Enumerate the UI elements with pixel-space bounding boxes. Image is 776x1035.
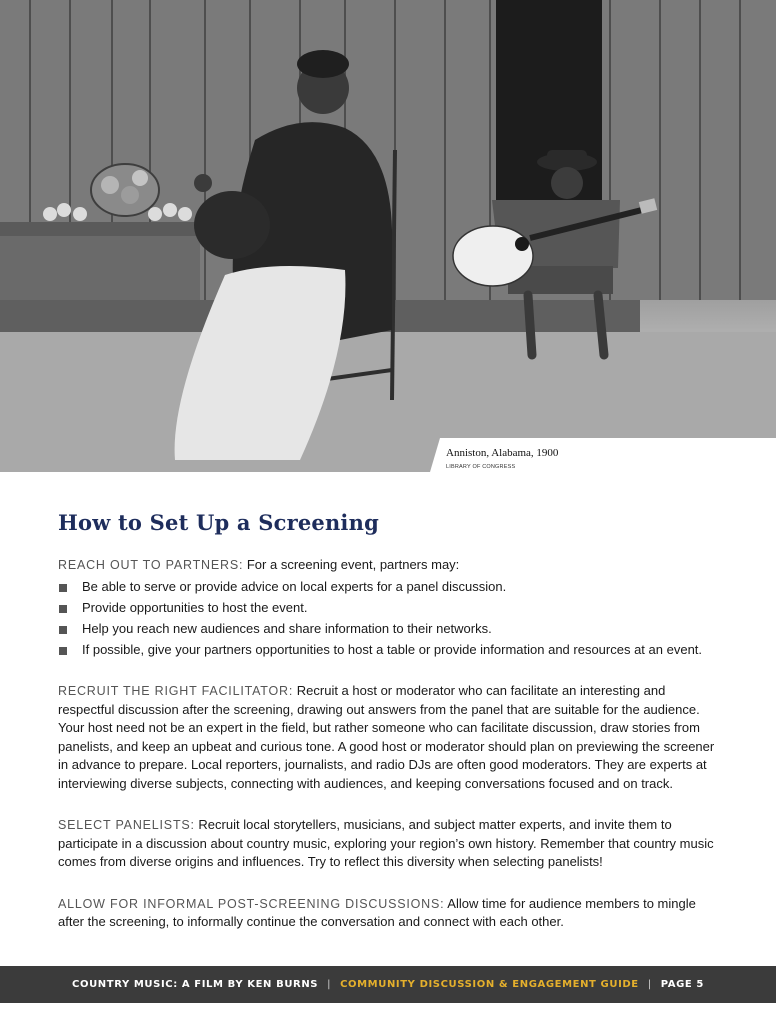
caption-credit: LIBRARY OF CONGRESS	[446, 464, 516, 470]
list-item-text: Help you reach new audiences and share information to their networks.	[82, 620, 492, 636]
photo-illustration	[0, 0, 776, 472]
square-bullet-icon	[59, 647, 67, 655]
square-bullet-icon	[59, 626, 67, 634]
footer-guide-title: COMMUNITY DISCUSSION & ENGAGEMENT GUIDE	[340, 979, 639, 990]
photo-caption	[446, 447, 776, 470]
square-bullet-icon	[59, 584, 67, 592]
page-footer	[0, 966, 776, 1003]
footer-separator: |	[647, 979, 652, 990]
section-body: Recruit local storytellers, musicians, and subject matter experts, and invite them to participate in a discussion about country music, exploring your region’s own history. Remember that country music comes from diverse origins and influences. Try to reflect this diversity when selecting panelists!	[58, 817, 714, 869]
historical-photo	[0, 0, 776, 472]
list-item	[58, 599, 722, 618]
caption-place: Anniston, Alabama, 1900	[446, 447, 559, 459]
page-title: How to Set Up a Screening	[58, 510, 379, 535]
list-item	[58, 641, 722, 660]
list-item	[58, 578, 722, 597]
section-heading: ALLOW FOR INFORMAL POST-SCREENING DISCUSSIONS:	[58, 896, 445, 911]
section-facilitator	[58, 682, 722, 793]
footer-film-title: COUNTRY MUSIC: A FILM BY KEN BURNS	[72, 979, 319, 990]
section-intro: For a screening event, partners may:	[246, 557, 460, 572]
section-heading: REACH OUT TO PARTNERS:	[58, 558, 244, 572]
section-discussions	[58, 895, 722, 932]
section-partners	[58, 556, 722, 659]
list-item-text: Provide opportunities to host the event.	[82, 599, 308, 615]
list-item-text: Be able to serve or provide advice on local experts for a panel discussion.	[82, 578, 507, 594]
footer-separator: |	[327, 979, 332, 990]
footer-page-number: PAGE 5	[660, 979, 704, 990]
list-item-text: If possible, give your partners opportunities to host a table or provide information and resources at an event.	[82, 641, 703, 657]
section-heading: SELECT PANELISTS:	[58, 818, 195, 832]
list-item	[58, 620, 722, 639]
section-heading: RECRUIT THE RIGHT FACILITATOR:	[58, 684, 294, 698]
section-body: Recruit a host or moderator who can facilitate an interesting and respectful discussion after the screening, drawing out answers from the panel that are suitable for the audience. Your host need not be an expert in the field, but rather someone who can facilitate discussion, draw stories from panelists, and keep an upbeat and curious tone. A good host or moderator should plan on previewing the screener in advance to prepare. Local reporters, journalists, and radio DJs are often good moderators. They are experts at interviewing diverse subjects, connecting with audiences, and keeping conversations focused and on track.	[58, 683, 715, 791]
main-content	[58, 510, 722, 955]
partners-bullet-list	[58, 578, 722, 660]
section-panelists	[58, 816, 722, 872]
square-bullet-icon	[59, 605, 67, 613]
section-body: Allow time for audience members to mingle after the screening, to informally continue the conversation and connect with each other.	[58, 895, 696, 929]
